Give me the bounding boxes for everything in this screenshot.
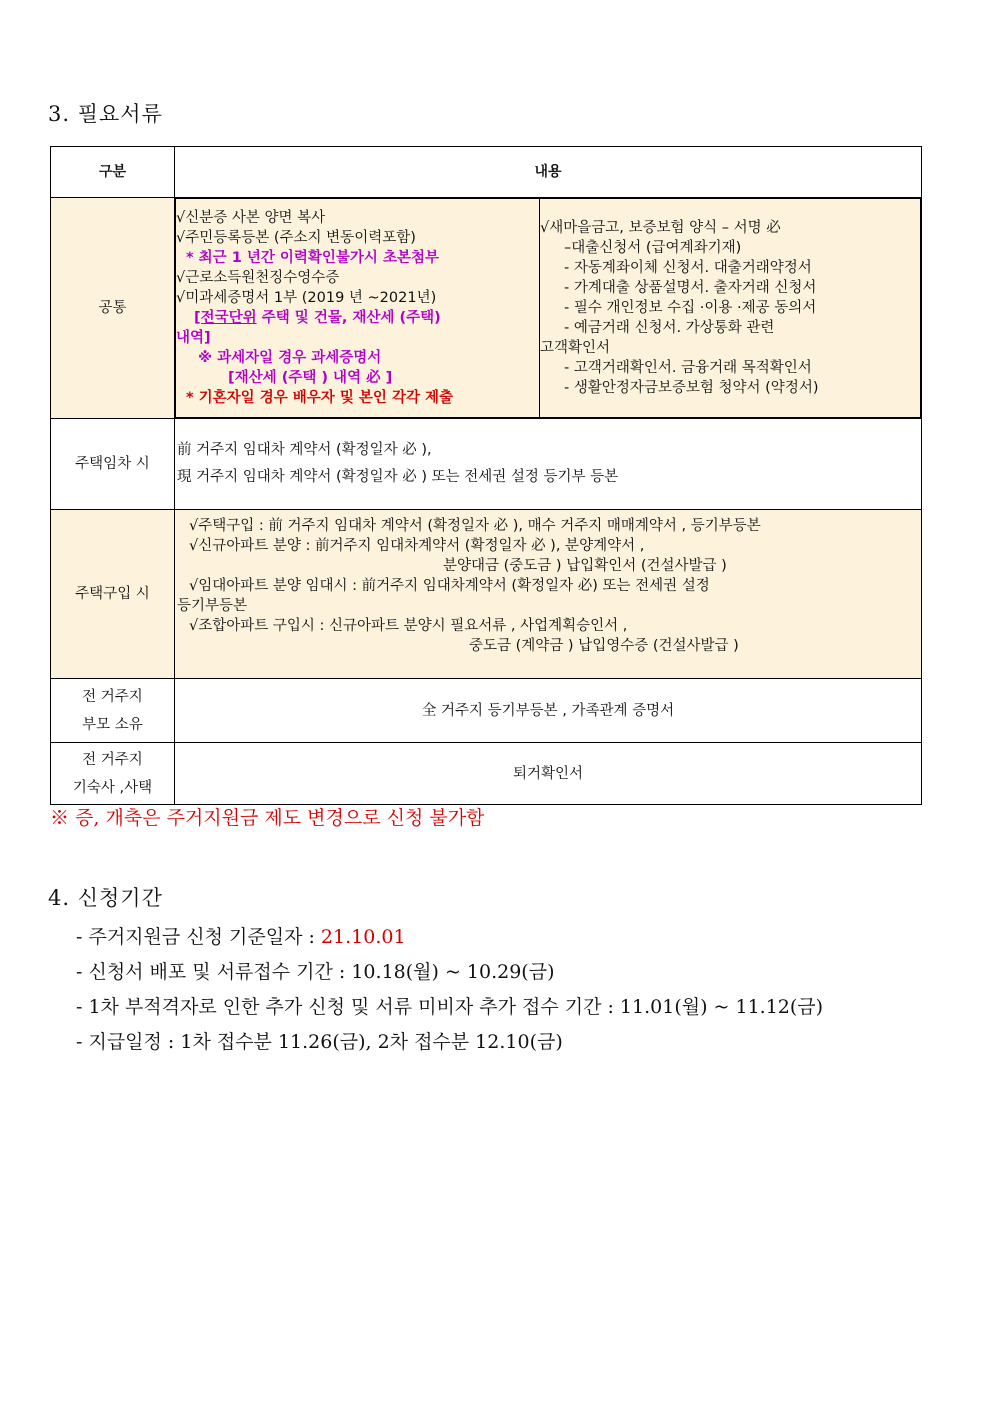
list-item: - 예금거래 신청서. 가상통화 관련 (564, 320, 775, 336)
list-item: √새마을금고, 보증보험 양식 – 서명 必 (540, 220, 781, 236)
row-rent (51, 419, 922, 510)
content-buy (175, 510, 922, 679)
list-item: 내역] (176, 330, 211, 346)
required-documents-table (50, 146, 922, 805)
content-parents-owned: 全 거주지 등기부등본 , 가족관계 증명서 (175, 679, 922, 743)
list-item: * 기혼자일 경우 배우자 및 본인 각각 제출 (186, 390, 454, 406)
list-item: - 신청서 배포 및 서류접수 기간 : 10.18(월) ~ 10.29(금) (76, 961, 555, 983)
list-item: 前 거주지 임대차 계약서 (확정일자 必 ), (177, 442, 432, 458)
header-category: 구분 (51, 147, 175, 198)
list-item: - 필수 개인정보 수집 ·이용 ·제공 동의서 (564, 300, 817, 316)
common-left-list (176, 199, 540, 418)
label-parents-owned (51, 679, 175, 743)
list-item: 등기부등본 (177, 598, 248, 614)
list-item: ※ 과세자일 경우 과세증명서 (198, 350, 382, 366)
list-item: * 최근 1 년간 이력확인불가시 초본첨부 (186, 250, 440, 266)
list-item (76, 920, 823, 955)
list-item-underlined: [전국단위 (194, 310, 257, 326)
list-item: √미과세증명서 1부 (2019 년 ~2021년) (176, 290, 437, 306)
list-item: √주민등록등본 (주소지 변동이력포함) (176, 230, 416, 246)
row-buy (51, 510, 922, 679)
base-date-value: 21.10.01 (320, 926, 406, 948)
list-item (176, 308, 539, 328)
row-common (51, 198, 922, 419)
label-line: 전 거주지 (82, 688, 143, 705)
list-item: - 가계대출 상품설명서. 출자거래 신청서 (564, 280, 817, 296)
label-common: 공통 (51, 198, 175, 419)
label-line: 부모 소유 (82, 716, 143, 733)
label-buy: 주택구입 시 (51, 510, 175, 679)
label-rent: 주택임차 시 (51, 419, 175, 510)
label-line: 기숙사 ,사택 (72, 779, 153, 796)
list-item: - 고객거래확인서. 금융거래 목적확인서 (564, 360, 812, 376)
list-item: √주택구입 : 前 거주지 임대차 계약서 (확정일자 必 ), 매수 거주지 매매계약서 , 등기부등본 (189, 518, 761, 534)
list-item: –대출신청서 (급여계좌기재) (564, 240, 742, 256)
notice-text: ※ 증, 개축은 주거지원금 제도 변경으로 신청 불가함 (50, 807, 485, 829)
list-item: √임대아파트 분양 임대시 : 前거주지 임대차계약서 (확정일자 必) 또는 전세권 설정 (189, 578, 710, 594)
list-item: 고객확인서 (540, 340, 611, 356)
common-right-list (540, 199, 921, 418)
row-parents-owned (51, 679, 922, 743)
header-content: 내용 (175, 147, 922, 198)
list-item: √근로소득원천징수영수증 (176, 270, 340, 286)
base-date-label: - 주거지원금 신청 기준일자 : (76, 926, 321, 948)
list-item: 중도금 (계약금 ) 납입영수증 (건설사발급 ) (469, 638, 739, 654)
list-item: 現 거주지 임대차 계약서 (확정일자 必 ) 또는 전세권 설정 등기부 등본 (177, 469, 619, 485)
content-rent (175, 419, 922, 510)
list-item: 분양대금 (중도금 ) 납입확인서 (건설사발급 ) (443, 558, 727, 574)
application-period-list (76, 920, 823, 1060)
list-item-cont: 주택 및 건물, 재산세 (주택) (256, 310, 441, 326)
row-dormitory (51, 743, 922, 805)
list-item: √조합아파트 구입시 : 신규아파트 분양시 필요서류 , 사업계획승인서 , (189, 618, 628, 634)
table-header-row (51, 147, 922, 198)
list-item: - 자동계좌이체 신청서. 대출거래약정서 (564, 260, 812, 276)
label-line: 전 거주지 (82, 751, 143, 768)
section-3-title: 3. 필요서류 (48, 102, 163, 126)
common-inner-table (175, 198, 921, 418)
content-common (175, 198, 922, 419)
list-item: √신규아파트 분양 : 前거주지 임대차계약서 (확정일자 必 ), 분양계약서 , (189, 538, 645, 554)
label-dormitory (51, 743, 175, 805)
section-4-title: 4. 신청기간 (48, 886, 163, 910)
content-dormitory: 퇴거확인서 (175, 743, 922, 805)
list-item: - 생활안정자금보증보험 청약서 (약정서) (564, 380, 819, 396)
list-item: - 1차 부적격자로 인한 추가 신청 및 서류 미비자 추가 접수 기간 : 11.01(월) ~ 11.12(금) (76, 996, 824, 1018)
list-item: √신분증 사본 양면 복사 (176, 210, 326, 226)
list-item: - 지급일정 : 1차 접수분 11.26(금), 2차 접수분 12.10(금) (76, 1031, 563, 1053)
list-item: [재산세 (주택 ) 내역 必 ] (228, 370, 393, 386)
